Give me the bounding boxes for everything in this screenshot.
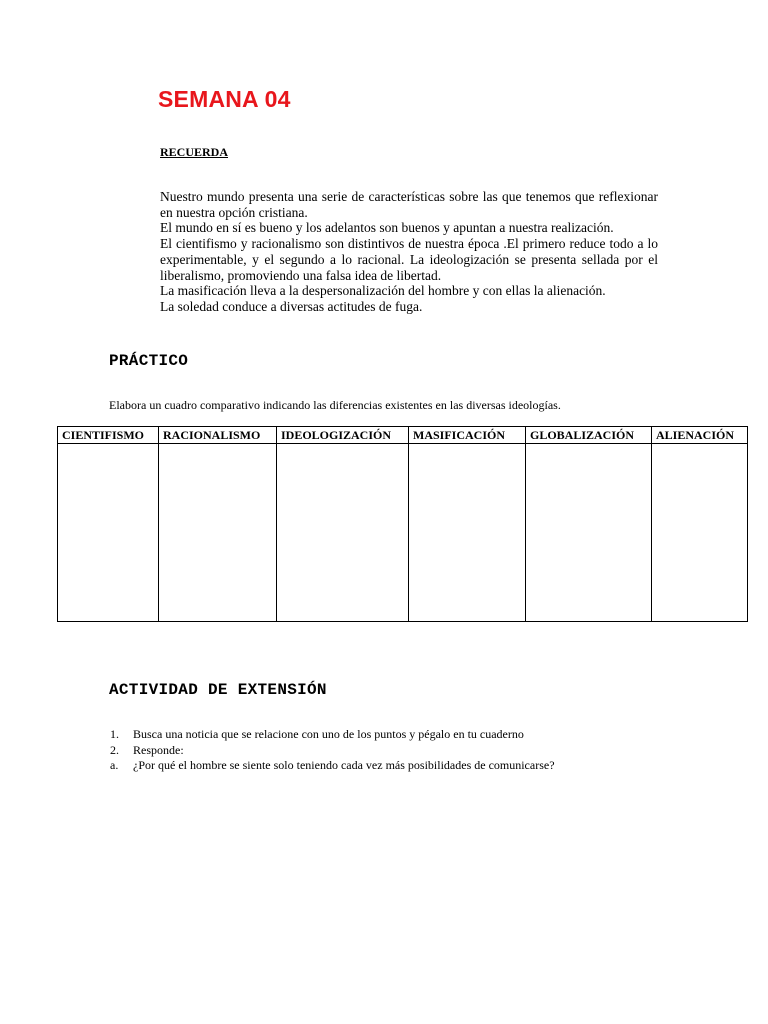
list-marker: 2. xyxy=(110,742,119,757)
table-header-ideologizacion: IDEOLOGIZACIÓN xyxy=(277,427,409,444)
list-item xyxy=(110,758,555,774)
list-marker: a. xyxy=(110,758,119,772)
paragraph-line: El cientifismo y racionalismo son distintivos de nuestra época .El primero reduce todo a lo experimentable, y el segundo a lo racional. La ideologización se presenta sellada por el liberalismo, promoviendo una falsa idea de libertad. xyxy=(160,236,658,283)
comparison-table xyxy=(57,426,748,622)
recuerda-heading: RECUERDA xyxy=(160,145,229,159)
paragraph-line: La soledad conduce a diversas actitudes de fuga. xyxy=(160,298,423,314)
table-row xyxy=(58,444,748,622)
list-text: ¿Por qué el hombre se siente solo teniendo cada vez más posibilidades de comunicarse? xyxy=(133,758,555,772)
practico-heading: PRÁCTICO xyxy=(109,352,189,370)
list-item xyxy=(110,743,555,759)
table-cell xyxy=(58,444,159,622)
list-text: Responde: xyxy=(133,742,184,757)
list-marker: 1. xyxy=(110,727,119,741)
table-cell xyxy=(409,444,526,622)
table-header-masificacion: MASIFICACIÓN xyxy=(409,427,526,444)
table-cell xyxy=(652,444,748,622)
paragraph-line: Nuestro mundo presenta una serie de características sobre las que tenemos que reflexionar en nuestra opción cristiana. xyxy=(160,189,658,220)
table-header-alienacion: ALIENACIÓN xyxy=(652,427,748,444)
page-title: SEMANA 04 xyxy=(158,86,291,112)
extension-list xyxy=(110,727,555,774)
table-header-cientifismo: CIENTIFISMO xyxy=(58,427,159,444)
table-header-globalizacion: GLOBALIZACIÓN xyxy=(526,427,652,444)
list-text: Busca una noticia que se relacione con uno de los puntos y pégalo en tu cuaderno xyxy=(133,727,524,741)
table-cell xyxy=(526,444,652,622)
table-cell xyxy=(277,444,409,622)
practico-instruction: Elabora un cuadro comparativo indicando las diferencias existentes en las diversas ideologías. xyxy=(109,398,561,412)
list-item xyxy=(110,727,555,743)
recuerda-paragraph xyxy=(160,189,658,315)
paragraph-line: El mundo en sí es bueno y los adelantos son buenos y apuntan a nuestra realización. xyxy=(160,220,614,236)
table-header-racionalismo: RACIONALISMO xyxy=(159,427,277,444)
table-cell xyxy=(159,444,277,622)
paragraph-line: La masificación lleva a la despersonalización del hombre y con ellas la alienación. xyxy=(160,283,606,299)
extension-heading: ACTIVIDAD DE EXTENSIÓN xyxy=(109,681,327,699)
